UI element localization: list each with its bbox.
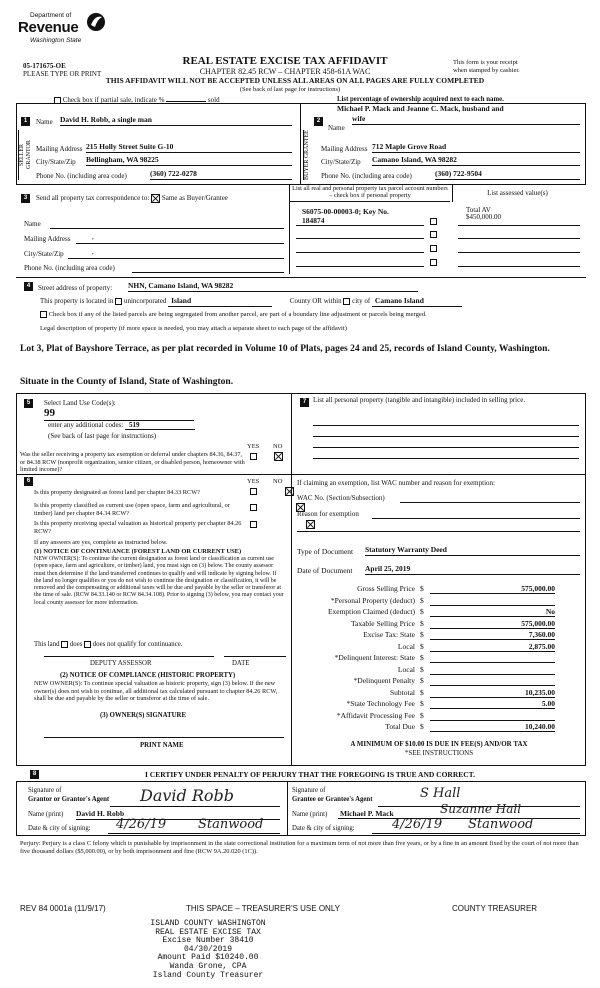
partial-sale-label: Check box if partial sale, indicate % xyxy=(62,96,165,104)
parcel-3-checkbox[interactable] xyxy=(430,245,437,252)
grantee-sig-label-2: Grantee or Grantee's Agent xyxy=(292,796,373,803)
reason-label: Reason for exemption xyxy=(297,510,359,518)
fee-row xyxy=(300,723,560,732)
minimum-note: A MINIMUM OF $10.00 IS DUE IN FEE(S) AND/OR TAX xyxy=(350,740,528,748)
form-code: 05-171675-OE xyxy=(23,62,66,70)
section-4-badge: 4 xyxy=(24,282,33,291)
grantor-name: David H. Robb xyxy=(76,810,280,820)
notice1-body: NEW OWNER(S): To continue the current designation as forest land or classification as current use (open space, farm and agriculture, or timber) land, you must sign on (3) below. The county assessor must then determine if the land transferred continues to qualify and will indicate by signing below. If the land no longer qualifies or you do not wish to continue the designation or classification, it will be removed and the compensating or additional taxes will be due and payable by the seller or transferor at the time of sale. (RCW 84.33.140 or RCW 84.34.108). Prior to signing (3) below, you may contact your local county assessor for more information. xyxy=(34,556,284,606)
segregated-label: Check box if any of the listed parcels are being segregated from another parcel, are part of a boundary line adjustment or parcels being merged. xyxy=(48,311,427,319)
partial-sale-sold: sold xyxy=(207,96,220,104)
parcel-line2: 184874 xyxy=(302,216,325,225)
unincorporated-label: unincorporated xyxy=(123,297,167,305)
fee-dollar: $ xyxy=(420,630,424,639)
fee-value[interactable]: 10,240.00 xyxy=(430,723,555,732)
does-not-label: does not qualify for continuance. xyxy=(92,641,183,649)
section-5-badge: 5 xyxy=(24,399,33,408)
fee-value[interactable] xyxy=(430,712,555,721)
assessed-header: List assessed value(s) xyxy=(487,189,548,197)
stamp-line6: Wanda Grone, CPA xyxy=(169,961,247,971)
seller-side-label: SELLER GRANTOR xyxy=(18,130,32,180)
seller-phone-label: Phone No. (including area code) xyxy=(36,172,127,180)
fee-label: Local xyxy=(397,664,415,674)
section-2-badge: 2 xyxy=(314,117,323,126)
stamp-line4: 04/30/2019 xyxy=(183,944,232,954)
buyer-side-label: BUYER GRANTEE xyxy=(303,130,317,180)
land-use-see-back: (See back of last page for instructions) xyxy=(48,432,157,440)
buyer-phone: (360) 722-9504 xyxy=(435,170,580,180)
grantor-name-label: Name (print) xyxy=(28,811,64,818)
does-not-checkbox[interactable] xyxy=(84,641,91,648)
grantee-sig-label-1: Signature of xyxy=(292,787,326,794)
seller-city-label: City/State/Zip xyxy=(36,158,76,166)
section-3-badge: 3 xyxy=(21,194,30,203)
notice2-body: NEW OWNER(S): To continue special valuation as historic property, sign (3) below. If the new owner(s) does not wish to continue, all additional tax calculated pursuant to chapter 84.26 RCW, shall be due and payable by the seller or transferor at the time of sale. xyxy=(34,680,278,702)
city-of-checkbox[interactable] xyxy=(343,298,350,305)
buyer-mailing: 712 Maple Grove Road xyxy=(372,143,580,153)
buyer-name-label: Name xyxy=(328,124,345,132)
fee-value[interactable] xyxy=(430,666,555,675)
buyer-city-label: City/State/Zip xyxy=(321,158,361,166)
form-title: REAL ESTATE EXCISE TAX AFFIDAVIT xyxy=(182,55,388,67)
seller-name: David H. Robb, a single man xyxy=(60,116,292,126)
treasurer-only: THIS SPACE – TREASURER'S USE ONLY xyxy=(186,904,341,913)
rev-code: REV 84 0001a (11/9/17) xyxy=(20,904,106,913)
logo-state: Washington State xyxy=(30,37,82,44)
notice1-title: (1) NOTICE OF CONTINUANCE (FOREST LAND OR CURRENT USE) xyxy=(34,548,242,555)
q2-yes-checkbox[interactable] xyxy=(250,504,257,511)
fee-dollar: $ xyxy=(420,618,424,628)
corr-mailing-value: , xyxy=(92,233,94,241)
s5-no: NO xyxy=(273,443,283,450)
land-use-code: 99 xyxy=(44,407,194,421)
certify-text: I CERTIFY UNDER PENALTY OF PERJURY THAT THE FOREGOING IS TRUE AND CORRECT. xyxy=(144,770,475,779)
corr-phone-label: Phone No. (including area code) xyxy=(24,264,115,272)
continuance-row xyxy=(34,641,182,649)
doc-date-value: April 25, 2019 xyxy=(365,565,580,575)
receipt-note-1: This form is your receipt xyxy=(453,59,518,66)
exemption-claim-label: If claiming an exemption, list WAC number and reason for exemption: xyxy=(297,479,495,487)
grantee-name: Michael P. Mack xyxy=(340,809,394,818)
additional-codes-row xyxy=(48,421,195,430)
fee-dollar: $ xyxy=(420,676,424,685)
fee-row xyxy=(300,631,560,640)
grantor-date-sig: 4/26/19 xyxy=(116,817,167,832)
personal-property-label: List all personal property (tangible and intangible) included in selling price. xyxy=(313,396,526,404)
seller-mailing: 215 Holly Street Suite G-10 xyxy=(86,143,292,153)
seller-name-label: Name xyxy=(36,118,53,126)
grantor-city-sig: Stanwood xyxy=(198,817,264,832)
fee-row xyxy=(300,677,560,686)
exemption-question: Was the seller receiving a property tax exemption or deferral under chapters 84.36, 84.37, or 84.38 RCW (nonprofit organization, senior citizen, or disabled person, homeowner with limited income)? xyxy=(20,451,245,473)
if-yes-text: If any answers are yes, complete as instructed below. xyxy=(34,539,168,546)
fee-dollar: $ xyxy=(420,641,424,651)
grantee-name-label: Name (print) xyxy=(292,811,328,818)
fee-label: Total Due xyxy=(385,722,415,731)
does-checkbox[interactable] xyxy=(61,641,68,648)
fee-label: Excise Tax: State xyxy=(363,630,415,639)
s6-yes: YES xyxy=(247,478,260,485)
seller-city: Bellingham, WA 98225 xyxy=(86,156,292,166)
wac-label: WAC No. (Section/Subsection) xyxy=(297,494,385,502)
fee-dollar: $ xyxy=(420,710,424,720)
stamp-line7: Island County Treasurer xyxy=(152,970,264,980)
notice2-title: (2) NOTICE OF COMPLIANCE (HISTORIC PROPERTY) xyxy=(60,672,236,679)
fee-value[interactable]: 575,000.00 xyxy=(430,620,555,629)
city-of-label: city of xyxy=(352,297,371,305)
land-use-label: Select Land Use Code(s): xyxy=(44,399,116,407)
s5-yes: YES xyxy=(247,443,260,450)
fee-label: Gross Selling Price xyxy=(357,584,415,593)
q3-yes-checkbox[interactable] xyxy=(250,521,257,528)
see-instructions: *SEE INSTRUCTIONS xyxy=(404,749,474,757)
logo-dept: Department of xyxy=(30,12,72,19)
s5-no-checkbox[interactable] xyxy=(274,452,283,461)
located-label: This property is located in xyxy=(40,297,114,305)
fee-value[interactable]: 10,235.00 xyxy=(430,689,555,698)
stamp-line1: ISLAND COUNTY WASHINGTON xyxy=(150,919,266,928)
stamp-line3: Excise Number 38410 xyxy=(162,936,254,946)
fee-value[interactable]: 575,000.00 xyxy=(430,585,555,594)
this-land-label: This land xyxy=(34,641,60,649)
corr-name-label: Name xyxy=(24,220,41,228)
corr-city-label: City/State/Zip xyxy=(24,250,64,258)
treasurer-stamp xyxy=(118,920,298,980)
deputy-assessor-label: DEPUTY ASSESSOR xyxy=(90,660,152,667)
additional-codes-label: enter any additional codes: xyxy=(48,421,124,429)
fee-dollar: $ xyxy=(420,664,424,674)
section-1-badge: 1 xyxy=(21,117,30,126)
parcel-2-checkbox[interactable] xyxy=(430,231,437,238)
correspondence-label: Send all property tax correspondence to: xyxy=(36,194,150,203)
print-name-label: PRINT NAME xyxy=(140,742,184,749)
corr-city-value: , xyxy=(92,248,94,256)
form-warning: THIS AFFIDAVIT WILL NOT BE ACCEPTED UNLESS ALL AREAS ON ALL PAGES ARE FULLY COMPLETED xyxy=(105,76,485,85)
q1-yes-checkbox[interactable] xyxy=(250,488,257,495)
fee-row xyxy=(300,712,560,721)
section-7-badge: 7 xyxy=(300,398,309,407)
unincorporated-checkbox[interactable] xyxy=(115,298,122,305)
fee-row xyxy=(300,608,560,617)
county-treasurer: COUNTY TREASURER xyxy=(452,904,538,913)
seller-mailing-label: Mailing Address xyxy=(36,145,83,153)
parcel-line1: S6075-00-00003-0; Key No. xyxy=(302,207,389,216)
perjury-text: Perjury: Perjury is a class C felony which is punishable by imprisonment in the state correctional institution for a maximum term of not more than five years, or by a fine in an amount fixed by the court of not more than five thousand dollars ($5,000.00), or by both imprisonment and fine (RCW 9A.20.020 (1C)). xyxy=(20,840,579,855)
fee-row xyxy=(300,654,560,663)
fee-label: *State Technology Fee xyxy=(346,699,415,708)
same-as-buyer-checkbox[interactable] xyxy=(151,194,160,203)
fee-row xyxy=(300,689,560,698)
legal-description: Lot 3, Plat of Bayshore Terrace, as per plat recorded in Volume 10 of Plats, pages 24 and 25, records of Island County, Washington. xyxy=(20,344,550,354)
stamp-line5: Amount Paid $10240.00 xyxy=(157,953,259,963)
buyer-name-line2: wife xyxy=(352,115,580,125)
fee-label: *Delinquent Penalty xyxy=(353,676,415,685)
s6-no: NO xyxy=(273,478,283,485)
grantor-signature: David Robb xyxy=(140,786,235,805)
seller-phone: (360) 722-0278 xyxy=(150,170,292,180)
section-6-badge: 6 xyxy=(24,477,33,486)
logo-mark-icon xyxy=(86,12,106,32)
ownership-label: List percentage of ownership acquired next to each name. xyxy=(337,96,504,103)
fee-value[interactable] xyxy=(430,677,555,686)
county-label: County OR within xyxy=(289,297,342,305)
fee-dollar: $ xyxy=(420,687,424,697)
buyer-city: Camano Island, WA 98282 xyxy=(372,156,580,166)
fee-label: Exemption Claimed (deduct) xyxy=(327,607,415,616)
legal-label: Legal description of property (if more space is needed, you may attach a separate sheet to each page of the affidavit) xyxy=(40,325,347,332)
current-use-question: Is this property classified as current use (open space, farm and agricultural, or timber) land per chapter 84.34 RCW? xyxy=(34,502,230,517)
fee-value[interactable]: 5.00 xyxy=(430,700,555,709)
assessed-value: $450,000.00 xyxy=(466,213,501,221)
buyer-phone-label: Phone No. (including area code) xyxy=(321,172,412,180)
fee-row xyxy=(300,666,560,675)
assessed-label: Total AV xyxy=(466,206,491,214)
segregated-row xyxy=(40,311,580,319)
fee-value[interactable] xyxy=(430,654,555,663)
grantee-signature: S Hall xyxy=(420,786,461,801)
s5-yes-checkbox[interactable] xyxy=(250,453,257,460)
deputy-date-label: DATE xyxy=(232,660,250,667)
located-row xyxy=(40,297,560,307)
grantee-date-sig: 4/26/19 xyxy=(392,817,443,832)
correspondence-row xyxy=(36,194,296,203)
forest-question: Is this property designated as forest land per chapter 84.33 RCW? xyxy=(34,489,200,496)
fee-row xyxy=(300,620,560,629)
grantor-sig-label-2: Grantor or Grantor's Agent xyxy=(28,796,110,803)
q3-no-checkbox[interactable] xyxy=(306,520,315,529)
doc-date-label: Date of Document xyxy=(297,566,353,575)
unincorporated-value: Island xyxy=(168,297,272,307)
street-value: NHN, Camano Island, WA 98282 xyxy=(128,282,418,292)
street-label: Street address of property: xyxy=(38,284,113,292)
receipt-note-2: when stamped by cashier. xyxy=(453,67,520,74)
fee-row xyxy=(300,585,560,594)
fee-dollar: $ xyxy=(420,699,424,708)
fee-label: Subtotal xyxy=(389,687,415,697)
fee-value[interactable]: 7,360.00 xyxy=(430,631,555,640)
situate-text: Situate in the County of Island, State of Washington. xyxy=(20,377,234,387)
logo-revenue: Revenue xyxy=(18,19,79,36)
dor-logo xyxy=(16,12,106,58)
grantee-date-label: Date & city of signing: xyxy=(292,825,355,832)
fee-label: Local xyxy=(397,641,415,651)
grantee-city-sig: Stanwood xyxy=(468,817,534,832)
parcels-header: List all real and personal property tax parcel account numbers – check box if personal property xyxy=(290,185,450,202)
fee-row xyxy=(300,597,560,606)
fee-value[interactable]: 2,875.00 xyxy=(430,643,555,652)
fee-row xyxy=(300,643,560,652)
fee-value[interactable]: No xyxy=(430,608,555,617)
type-or-print: PLEASE TYPE OR PRINT xyxy=(23,70,102,78)
historic-question: Is this property receiving special valuation as historical property per chapter 84.26 RCW? xyxy=(34,520,242,535)
additional-code-value: 519 xyxy=(125,421,195,430)
city-of-value: Camano Island xyxy=(372,297,462,307)
parcel-1-checkbox[interactable] xyxy=(430,218,437,225)
fee-label: Taxable Selling Price xyxy=(350,618,415,628)
stamp-line2: REAL ESTATE EXCISE TAX xyxy=(155,927,261,937)
form-see-back: (See back of last page for instructions) xyxy=(239,86,341,93)
form-chapter: CHAPTER 82.45 RCW – CHAPTER 458-61A WAC xyxy=(199,67,371,76)
grantee-sig-name: Suzanne Hall xyxy=(440,802,522,816)
buyer-mailing-label: Mailing Address xyxy=(321,145,368,153)
doc-type-label: Type of Document xyxy=(297,547,354,556)
corr-mailing-label: Mailing Address xyxy=(24,235,71,243)
grantor-sig-label-1: Signature of xyxy=(28,787,62,794)
grantor-date-label: Date & city of signing: xyxy=(28,825,91,832)
fee-label: *Delinquent Interest: State xyxy=(334,653,415,662)
owner-signature-label: (3) OWNER(S) SIGNATURE xyxy=(100,712,186,719)
fee-dollar: $ xyxy=(420,584,424,593)
same-as-buyer-label: Same as Buyer/Grantee xyxy=(161,194,228,203)
fee-row xyxy=(300,700,560,709)
fee-dollar: $ xyxy=(420,595,424,605)
section-8-badge: 8 xyxy=(30,770,39,779)
segregated-checkbox[interactable] xyxy=(40,311,47,318)
fee-label: *Affidavit Processing Fee xyxy=(336,710,415,720)
fee-dollar: $ xyxy=(420,607,424,616)
fee-dollar: $ xyxy=(420,722,424,731)
fee-label: *Personal Property (deduct) xyxy=(330,595,415,605)
does-label: does xyxy=(69,641,83,649)
fee-value[interactable] xyxy=(430,597,555,606)
buyer-name-line1: Michael P. Mack and Jeanne C. Mack, husband and xyxy=(337,104,504,113)
fee-dollar: $ xyxy=(420,653,424,662)
doc-type-value: Statutory Warranty Deed xyxy=(365,546,580,556)
parcel-4-checkbox[interactable] xyxy=(430,259,437,266)
q1-no-checkbox[interactable] xyxy=(285,487,294,496)
